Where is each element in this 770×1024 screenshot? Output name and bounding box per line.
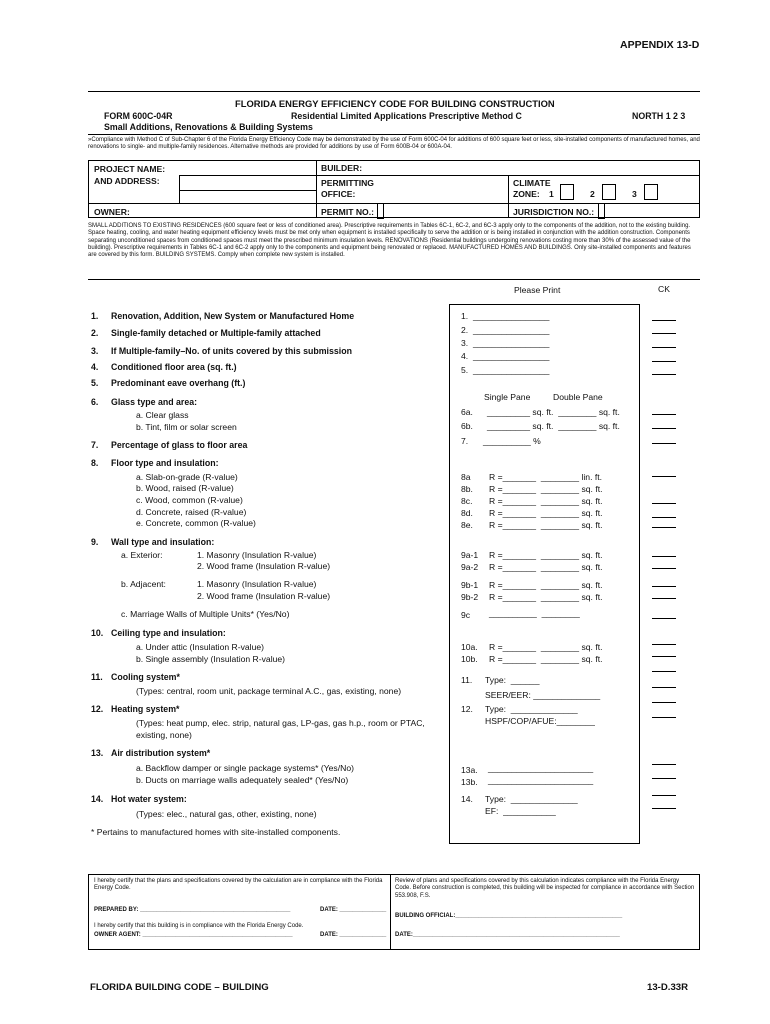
answer-13b-label: 13b. — [461, 777, 478, 787]
answer-9a2-label: 9a-2 — [461, 562, 479, 572]
q12-types: (Types: heat pump, elec. strip, natural gas, LP-gas, gas h.p., room or PTAC, — [136, 718, 425, 728]
answer-8a-label: 8a — [461, 472, 471, 482]
ck-line[interactable] — [652, 361, 676, 362]
ck-line[interactable] — [652, 347, 676, 348]
ck-line[interactable] — [652, 671, 676, 672]
appendix-label: APPENDIX 13-D — [620, 39, 700, 51]
q14-num: 14. — [91, 794, 104, 804]
answer-13a-label: 13a. — [461, 765, 478, 775]
footer-page-number: 13-D.33R — [647, 982, 689, 993]
divider — [316, 160, 317, 218]
ck-line[interactable] — [652, 527, 676, 528]
q4-text: Conditioned floor area (sq. ft.) — [111, 362, 237, 372]
ck-line[interactable] — [652, 568, 676, 569]
permitting-label: PERMITTING — [321, 178, 374, 188]
answer-5[interactable]: 5. ________________ — [461, 365, 550, 375]
q8-num: 8. — [91, 458, 99, 468]
answer-8c-label: 8c. — [461, 496, 473, 506]
answer-6b-label: 6b. — [461, 421, 473, 431]
project-name-label: PROJECT NAME: — [94, 164, 166, 174]
answer-6a-label: 6a. — [461, 407, 473, 417]
cert-right-text: Review of plans and specifications covered by this calculation indicates compliance with the Florida Energy Code. Before construction is completed, this building will be inspected for compliance in accordance with Section 553.908, F.S. — [395, 878, 695, 899]
answer-8d-label: 8d. — [461, 508, 473, 518]
permit-no-label: PERMIT NO.: — [321, 207, 374, 217]
ck-line[interactable] — [652, 556, 676, 557]
ck-line[interactable] — [652, 476, 676, 477]
answer-8d[interactable]: R =_______ ________ sq. ft. — [489, 508, 603, 518]
ck-line[interactable] — [652, 428, 676, 429]
q1-text: Renovation, Addition, New System or Manufactured Home — [111, 311, 355, 321]
q10-num: 10. — [91, 628, 104, 638]
q12-text: Heating system* — [111, 704, 180, 714]
divider — [390, 874, 391, 950]
q12-num: 12. — [91, 704, 104, 714]
q2-num: 2. — [91, 328, 99, 338]
ck-header: CK — [658, 284, 670, 294]
q8-text: Floor type and insulation: — [111, 458, 219, 468]
answer-8a[interactable]: R =_______ ________ lin. ft. — [489, 472, 603, 482]
answer-14-label: 14. — [461, 794, 473, 804]
answer-12[interactable]: Type: ______________ — [485, 704, 578, 714]
q1-num: 1. — [91, 311, 99, 321]
single-pane-header: Single Pane — [484, 392, 531, 402]
q11-text: Cooling system* — [111, 672, 180, 682]
ck-line[interactable] — [652, 717, 676, 718]
form-title: FLORIDA ENERGY EFFICIENCY CODE FOR BUILDING CONSTRUCTION — [235, 98, 555, 109]
answer-9c[interactable]: __________ ________ — [489, 608, 580, 618]
q14-types: (Types: elec., natural gas, other, existing, none) — [136, 809, 317, 819]
zone-3: 3 — [632, 189, 637, 199]
date-field-3[interactable]: DATE:______________________________________________________________ — [395, 932, 620, 938]
q9a1-text: 1. Masonry (Insulation R-value) — [197, 550, 317, 560]
jurisdiction-no-field[interactable] — [598, 203, 605, 219]
answer-13a[interactable]: ______________________ — [488, 763, 594, 773]
q3-num: 3. — [91, 346, 99, 356]
ck-line[interactable] — [652, 586, 676, 587]
q14-text: Hot water system: — [111, 794, 187, 804]
answer-11[interactable]: Type: ______ — [485, 675, 540, 685]
answer-9a2[interactable]: R =_______ ________ sq. ft. — [489, 562, 603, 572]
q4-num: 4. — [91, 362, 99, 372]
answer-9b1-label: 9b-1 — [461, 580, 479, 590]
q9-num: 9. — [91, 537, 99, 547]
answer-9b1[interactable]: R =_______ ________ sq. ft. — [489, 580, 603, 590]
answer-14-ef[interactable]: EF: ___________ — [485, 806, 556, 816]
answer-8e[interactable]: R =_______ ________ sq. ft. — [489, 520, 603, 530]
q13b-text: b. Ducts on marriage walls adequately sealed* (Yes/No) — [136, 775, 349, 785]
date-field-2[interactable]: DATE: ______________ — [320, 932, 387, 938]
divider — [508, 175, 509, 218]
answer-8b[interactable]: R =_______ ________ sq. ft. — [489, 484, 603, 494]
jurisdiction-no-label: JURISDICTION NO.: — [513, 207, 595, 217]
please-print: Please Print — [514, 285, 561, 295]
q10-text: Ceiling type and insulation: — [111, 628, 226, 638]
answer-14[interactable]: Type: ______________ — [485, 794, 578, 804]
ck-line[interactable] — [652, 320, 676, 321]
compliance-note: »Compliance with Method C of Sub-Chapter 6 of the Florida Energy Efficiency Code may be demonstrated by the use of Form 600C-04 for additions of 600 square feet or less, site-installed components of manufactured homes, and renovations to single- and multiple-family residences. Alternative methods are provided for additions by use of Form 600B-04 or 600A-04. — [88, 137, 700, 151]
zone-1: 1 — [549, 189, 554, 199]
answer-8b-label: 8b. — [461, 484, 473, 494]
answer-8e-label: 8e. — [461, 520, 473, 530]
answer-9a1[interactable]: R =_______ ________ sq. ft. — [489, 550, 603, 560]
q6-text: Glass type and area: — [111, 397, 198, 407]
q8e-text: e. Concrete, common (R-value) — [136, 518, 256, 528]
q8d-text: d. Concrete, raised (R-value) — [136, 507, 247, 517]
divider — [179, 190, 316, 191]
q13-text: Air distribution system* — [111, 748, 211, 758]
q9b-text: b. Adjacent: — [121, 579, 166, 589]
ck-line[interactable] — [652, 778, 676, 779]
zone-2-checkbox[interactable] — [602, 184, 616, 200]
q11-types: (Types: central, room unit, package terminal A.C., gas, existing, none) — [136, 686, 402, 696]
north-label: NORTH 1 2 3 — [632, 111, 686, 121]
q8b-text: b. Wood, raised (R-value) — [136, 483, 234, 493]
ck-line[interactable] — [652, 598, 676, 599]
answer-9b2-label: 9b-2 — [461, 592, 479, 602]
answer-10b-label: 10b. — [461, 654, 478, 664]
q7-text: Percentage of glass to floor area — [111, 440, 248, 450]
answer-6b[interactable]: _________ sq. ft. ________ sq. ft. — [487, 421, 620, 431]
q9-text: Wall type and insulation: — [111, 537, 215, 547]
divider — [179, 175, 180, 203]
prepared-by-field[interactable]: PREPARED BY: _____________________________________________ — [94, 907, 291, 913]
ck-line[interactable] — [652, 656, 676, 657]
q9c-text: c. Marriage Walls of Multiple Units* (Yes/No) — [121, 609, 290, 619]
answer-10a-label: 10a. — [461, 642, 478, 652]
q9b2-text: 2. Wood frame (Insulation R-value) — [197, 591, 331, 601]
date-field-1[interactable]: DATE: ______________ — [320, 907, 387, 913]
ck-line[interactable] — [652, 687, 676, 688]
q13a-text: a. Backflow damper or single package systems* (Yes/No) — [136, 763, 354, 773]
owner-agent-field[interactable]: OWNER AGENT: _____________________________________________ — [94, 932, 293, 938]
answer-8c[interactable]: R =_______ ________ sq. ft. — [489, 496, 603, 506]
ck-line[interactable] — [652, 795, 676, 796]
rule — [88, 279, 700, 280]
q3-text: If Multiple-family–No. of units covered by this submission — [111, 346, 352, 356]
answer-7[interactable]: __________ % — [483, 436, 541, 446]
top-rule — [88, 91, 700, 92]
q8c-text: c. Wood, common (R-value) — [136, 495, 243, 505]
answer-7-label: 7. — [461, 436, 469, 446]
divider — [88, 203, 700, 204]
climate-label: CLIMATE — [513, 178, 551, 188]
answer-9a1-label: 9a-1 — [461, 550, 479, 560]
zone-1-checkbox[interactable] — [560, 184, 574, 200]
q13-num: 13. — [91, 748, 104, 758]
small-additions-note: SMALL ADDITIONS TO EXISTING RESIDENCES (600 square feet or less of conditioned area). Prescriptive requirements in Tables 6C-1, 6C-2, and 6C-3 apply only to the components of the addition, not to the existing building. Space heating, cooling, and water heating equipment efficiency levels must be met only when equipment is installed specifically to serve the addition or is being installed in conjunction with the addition construction. Components separating unconditioned spaces from conditioned spaces must meet the prescribed minimum insulation levels. RENOVATIONS (Residential buildings undergoing renovations costing more than 30% of the assessed value of the building). Prescriptive requirements in Tables 6C-1 and 6C-2 apply only to the components and equipment being renovated or replaced. MANUFACTURED HOMES AND BUILDINGS. Only site-installed components and features are covered by this form. BUILDING SYSTEMS. Comply when complete new system is installed. — [88, 223, 691, 259]
answer-11-label: 11. — [461, 675, 473, 685]
divider — [179, 175, 700, 176]
answer-6a[interactable]: _________ sq. ft. ________ sq. ft. — [487, 407, 620, 417]
q5-text: Predominant eave overhang (ft.) — [111, 378, 246, 388]
form-scope: Small Additions, Renovations & Building Systems — [104, 122, 313, 132]
ck-line[interactable] — [652, 503, 676, 504]
answer-9b2[interactable]: R =_______ ________ sq. ft. — [489, 592, 603, 602]
answer-12-hspf[interactable]: HSPF/COP/AFUE:________ — [485, 716, 595, 726]
q6a-text: a. Clear glass — [136, 410, 189, 420]
cert-left-text-2: I hereby certify that this building is in compliance with the Florida Energy Code. — [94, 923, 304, 929]
zone-3-checkbox[interactable] — [644, 184, 658, 200]
q5-num: 5. — [91, 378, 99, 388]
answer-3[interactable]: 3. ________________ — [461, 338, 550, 348]
answer-2[interactable]: 2. ________________ — [461, 325, 550, 335]
address-label: AND ADDRESS: — [94, 176, 160, 186]
q10b-text: b. Single assembly (Insulation R-value) — [136, 654, 286, 664]
ck-line[interactable] — [652, 517, 676, 518]
answer-9c-label: 9c — [461, 610, 471, 620]
ck-line[interactable] — [652, 443, 676, 444]
q9a2-text: 2. Wood frame (Insulation R-value) — [197, 561, 331, 571]
answer-12-label: 12. — [461, 704, 473, 714]
q8a-text: a. Slab-on-grade (R-value) — [136, 472, 238, 482]
q11-num: 11. — [91, 672, 103, 682]
q12-types-cont: existing, none) — [136, 730, 192, 740]
q10a-text: a. Under attic (Insulation R-value) — [136, 642, 265, 652]
form-id: FORM 600C-04R — [104, 111, 173, 121]
q6-num: 6. — [91, 397, 99, 407]
q7-num: 7. — [91, 440, 99, 450]
form-subtitle: Residential Limited Applications Prescriptive Method C — [291, 111, 522, 121]
zone-label: ZONE: — [513, 189, 540, 199]
ck-line[interactable] — [652, 808, 676, 809]
answer-10a[interactable]: R =_______ ________ sq. ft. — [489, 642, 603, 652]
answer-1[interactable]: 1. ________________ — [461, 311, 550, 321]
double-pane-header: Double Pane — [553, 392, 603, 402]
answer-11-seer[interactable]: SEER/EER: ______________ — [485, 690, 601, 700]
ck-line[interactable] — [652, 414, 676, 415]
ck-line[interactable] — [652, 618, 676, 619]
answer-4[interactable]: 4. ________________ — [461, 351, 550, 361]
answer-13b[interactable]: ______________________ — [488, 775, 594, 785]
q2-text: Single-family detached or Multiple-family attached — [111, 328, 321, 338]
q9a-text: a. Exterior: — [121, 550, 163, 560]
q9b1-text: 1. Masonry (Insulation R-value) — [197, 579, 317, 589]
owner-label: OWNER: — [94, 207, 130, 217]
permit-no-field[interactable] — [377, 203, 384, 219]
building-official-field[interactable]: BUILDING OFFICIAL:__________________________________________________ — [395, 913, 623, 919]
ck-line[interactable] — [652, 644, 676, 645]
ck-line[interactable] — [652, 374, 676, 375]
ck-line[interactable] — [652, 702, 676, 703]
builder-label: BUILDER: — [321, 163, 363, 173]
rule — [88, 134, 700, 135]
footer-left: FLORIDA BUILDING CODE – BUILDING — [90, 982, 269, 993]
ck-line[interactable] — [652, 333, 676, 334]
cert-left-text: I hereby certify that the plans and specifications covered by the calculation are in compliance with the Florida Energy Code. — [94, 878, 383, 892]
q6b-text: b. Tint, film or solar screen — [136, 422, 237, 432]
ck-line[interactable] — [652, 764, 676, 765]
answer-10b[interactable]: R =_______ ________ sq. ft. — [489, 654, 603, 664]
office-label: OFFICE: — [321, 189, 356, 199]
zone-2: 2 — [590, 189, 595, 199]
footnote: * Pertains to manufactured homes with site-installed components. — [91, 827, 341, 837]
